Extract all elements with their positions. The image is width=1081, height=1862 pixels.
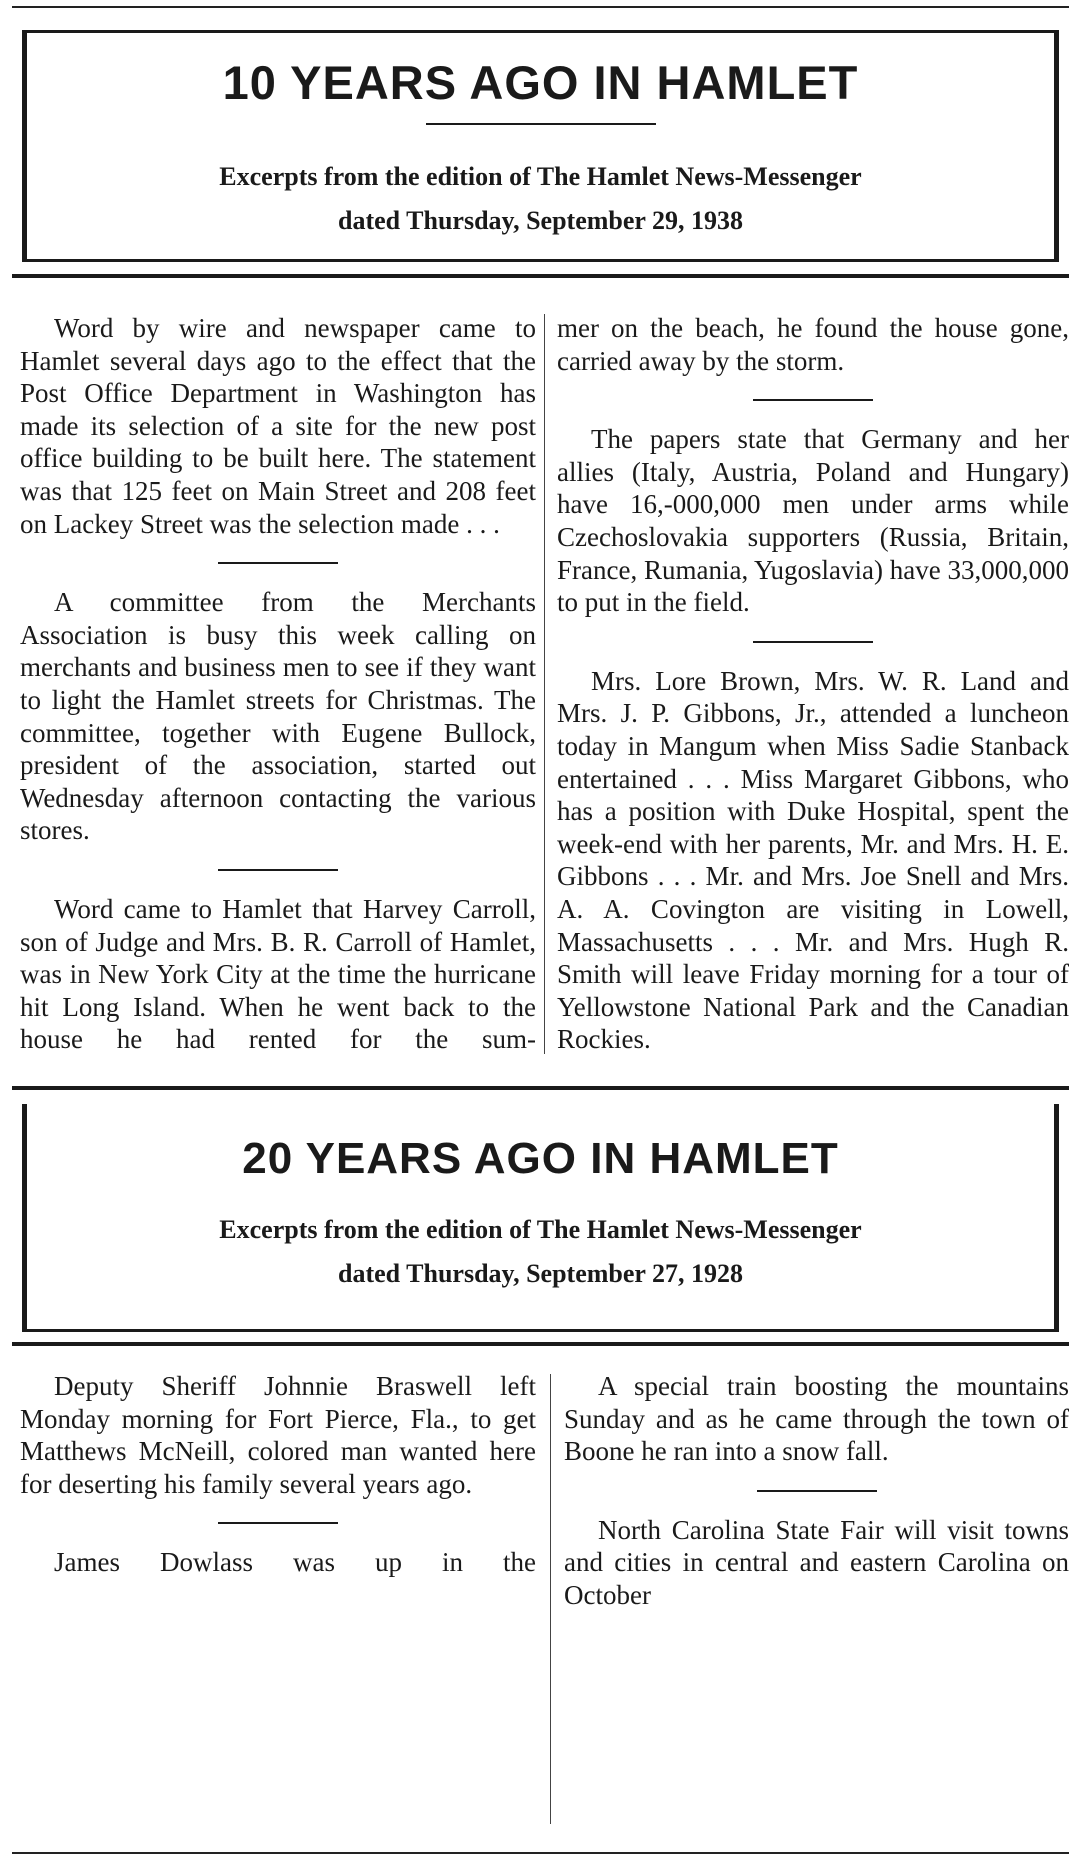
subheading-line-2-1938: dated Thursday, September 29, 1938 bbox=[338, 206, 743, 235]
article-james-dowlass: James Dowlass was up in the bbox=[54, 1547, 536, 1578]
section-10-years-ago bbox=[12, 24, 1069, 1074]
article-deputy-sheriff-braswell: Deputy Sheriff Johnnie Braswell left Monday morning for Fort Pierce, Fla., to get Matthews McNeill, colored man wanted here for deserting his family several years ago. bbox=[20, 1371, 536, 1499]
page-bottom-rule bbox=[12, 1852, 1069, 1854]
article-post-office-site: Word by wire and newspaper came to Hamlet several days ago to the effect that the Post Office Department in Washington has made its selection of a site for the new post office building to be built here. The statement was that 125 feet on Main Street and 208 feet on Lackey Street was the selection made . . . bbox=[20, 313, 536, 539]
column-divider-1928 bbox=[550, 1374, 551, 1824]
article-divider bbox=[753, 641, 873, 643]
left-column-1928 bbox=[20, 1370, 536, 1579]
article-harvey-carroll-hurricane: Word came to Hamlet that Harvey Carroll, son of Judge and Mrs. B. R. Carroll of Hamlet, was in New York City at the time the hurricane hit Long Island. When he went back to the house he had rented for the sum- bbox=[20, 893, 536, 1055]
right-column-1928 bbox=[564, 1370, 1069, 1612]
article-harvey-carroll-continued: mer on the beach, he found the house gone, carried away by the storm. bbox=[557, 313, 1069, 376]
subheading-line-2-1928: dated Thursday, September 27, 1928 bbox=[338, 1259, 743, 1288]
header-bottom-rule-1928 bbox=[12, 1342, 1069, 1346]
right-column-1938 bbox=[557, 312, 1069, 1056]
subheading-line-1-1928: Excerpts from the edition of The Hamlet News-Messenger bbox=[219, 1215, 862, 1244]
header-box-1928 bbox=[22, 1104, 1059, 1332]
headline-1938: 10 YEARS AGO IN HAMLET bbox=[222, 56, 859, 109]
headline-underline-1938 bbox=[426, 123, 656, 125]
article-germany-allies-armies: The papers state that Germany and her allies (Italy, Austria, Poland and Hungary) have 16,-000,000 men under arms while Czechoslovakia supporters (Russia, Britain, France, Rumania, Yugoslavia) have 33,000,000 to put in the field. bbox=[557, 424, 1069, 618]
article-divider bbox=[218, 869, 338, 871]
header-top-rule-1928 bbox=[12, 1086, 1069, 1090]
header-box-1938 bbox=[22, 30, 1059, 262]
headline-1928: 20 YEARS AGO IN HAMLET bbox=[242, 1134, 839, 1183]
article-social-notes: Mrs. Lore Brown, Mrs. W. R. Land and Mrs. J. P. Gibbons, Jr., attended a luncheon today in Mangum when Miss Sadie Stanback entertained . . . Miss Margaret Gibbons, who has a position with Duke Hospital, spent the week-end with her parents, Mr. and Mrs. H. E. Gibbons . . . Mr. and Mrs. Joe Snell and Mrs. A. A. Covington are visiting in Lowell, Massachusetts . . . Mr. and Mrs. Hugh R. Smith will leave Friday morning for a tour of Yellowstone National Park and the Canadian Rockies. bbox=[557, 665, 1069, 1055]
subheading-line-1-1938: Excerpts from the edition of The Hamlet News-Messenger bbox=[219, 162, 862, 191]
left-column-1938 bbox=[20, 312, 536, 1056]
article-divider bbox=[757, 1490, 877, 1492]
page-top-rule bbox=[12, 6, 1069, 8]
article-merchants-christmas-lights: A committee from the Merchants Association is busy this week calling on merchants and business men to see if they want to light the Hamlet streets for Christmas. The committee, together with Eugene Bullock, president of the association, started out Wednesday afternoon contacting the various stores. bbox=[20, 587, 536, 846]
article-divider bbox=[218, 1522, 338, 1524]
article-special-train-boone: A special train boosting the mountains Sunday and as he came through the town of Boone he ran into a snow fall. bbox=[564, 1371, 1069, 1467]
column-divider-1938 bbox=[544, 314, 545, 1054]
article-state-fair-tour: North Carolina State Fair will visit towns and cities in central and eastern Carolina on October bbox=[564, 1514, 1069, 1610]
article-divider bbox=[753, 399, 873, 401]
header-bottom-rule-1938 bbox=[12, 274, 1069, 278]
section-20-years-ago bbox=[12, 1086, 1069, 1846]
article-divider bbox=[218, 562, 338, 564]
